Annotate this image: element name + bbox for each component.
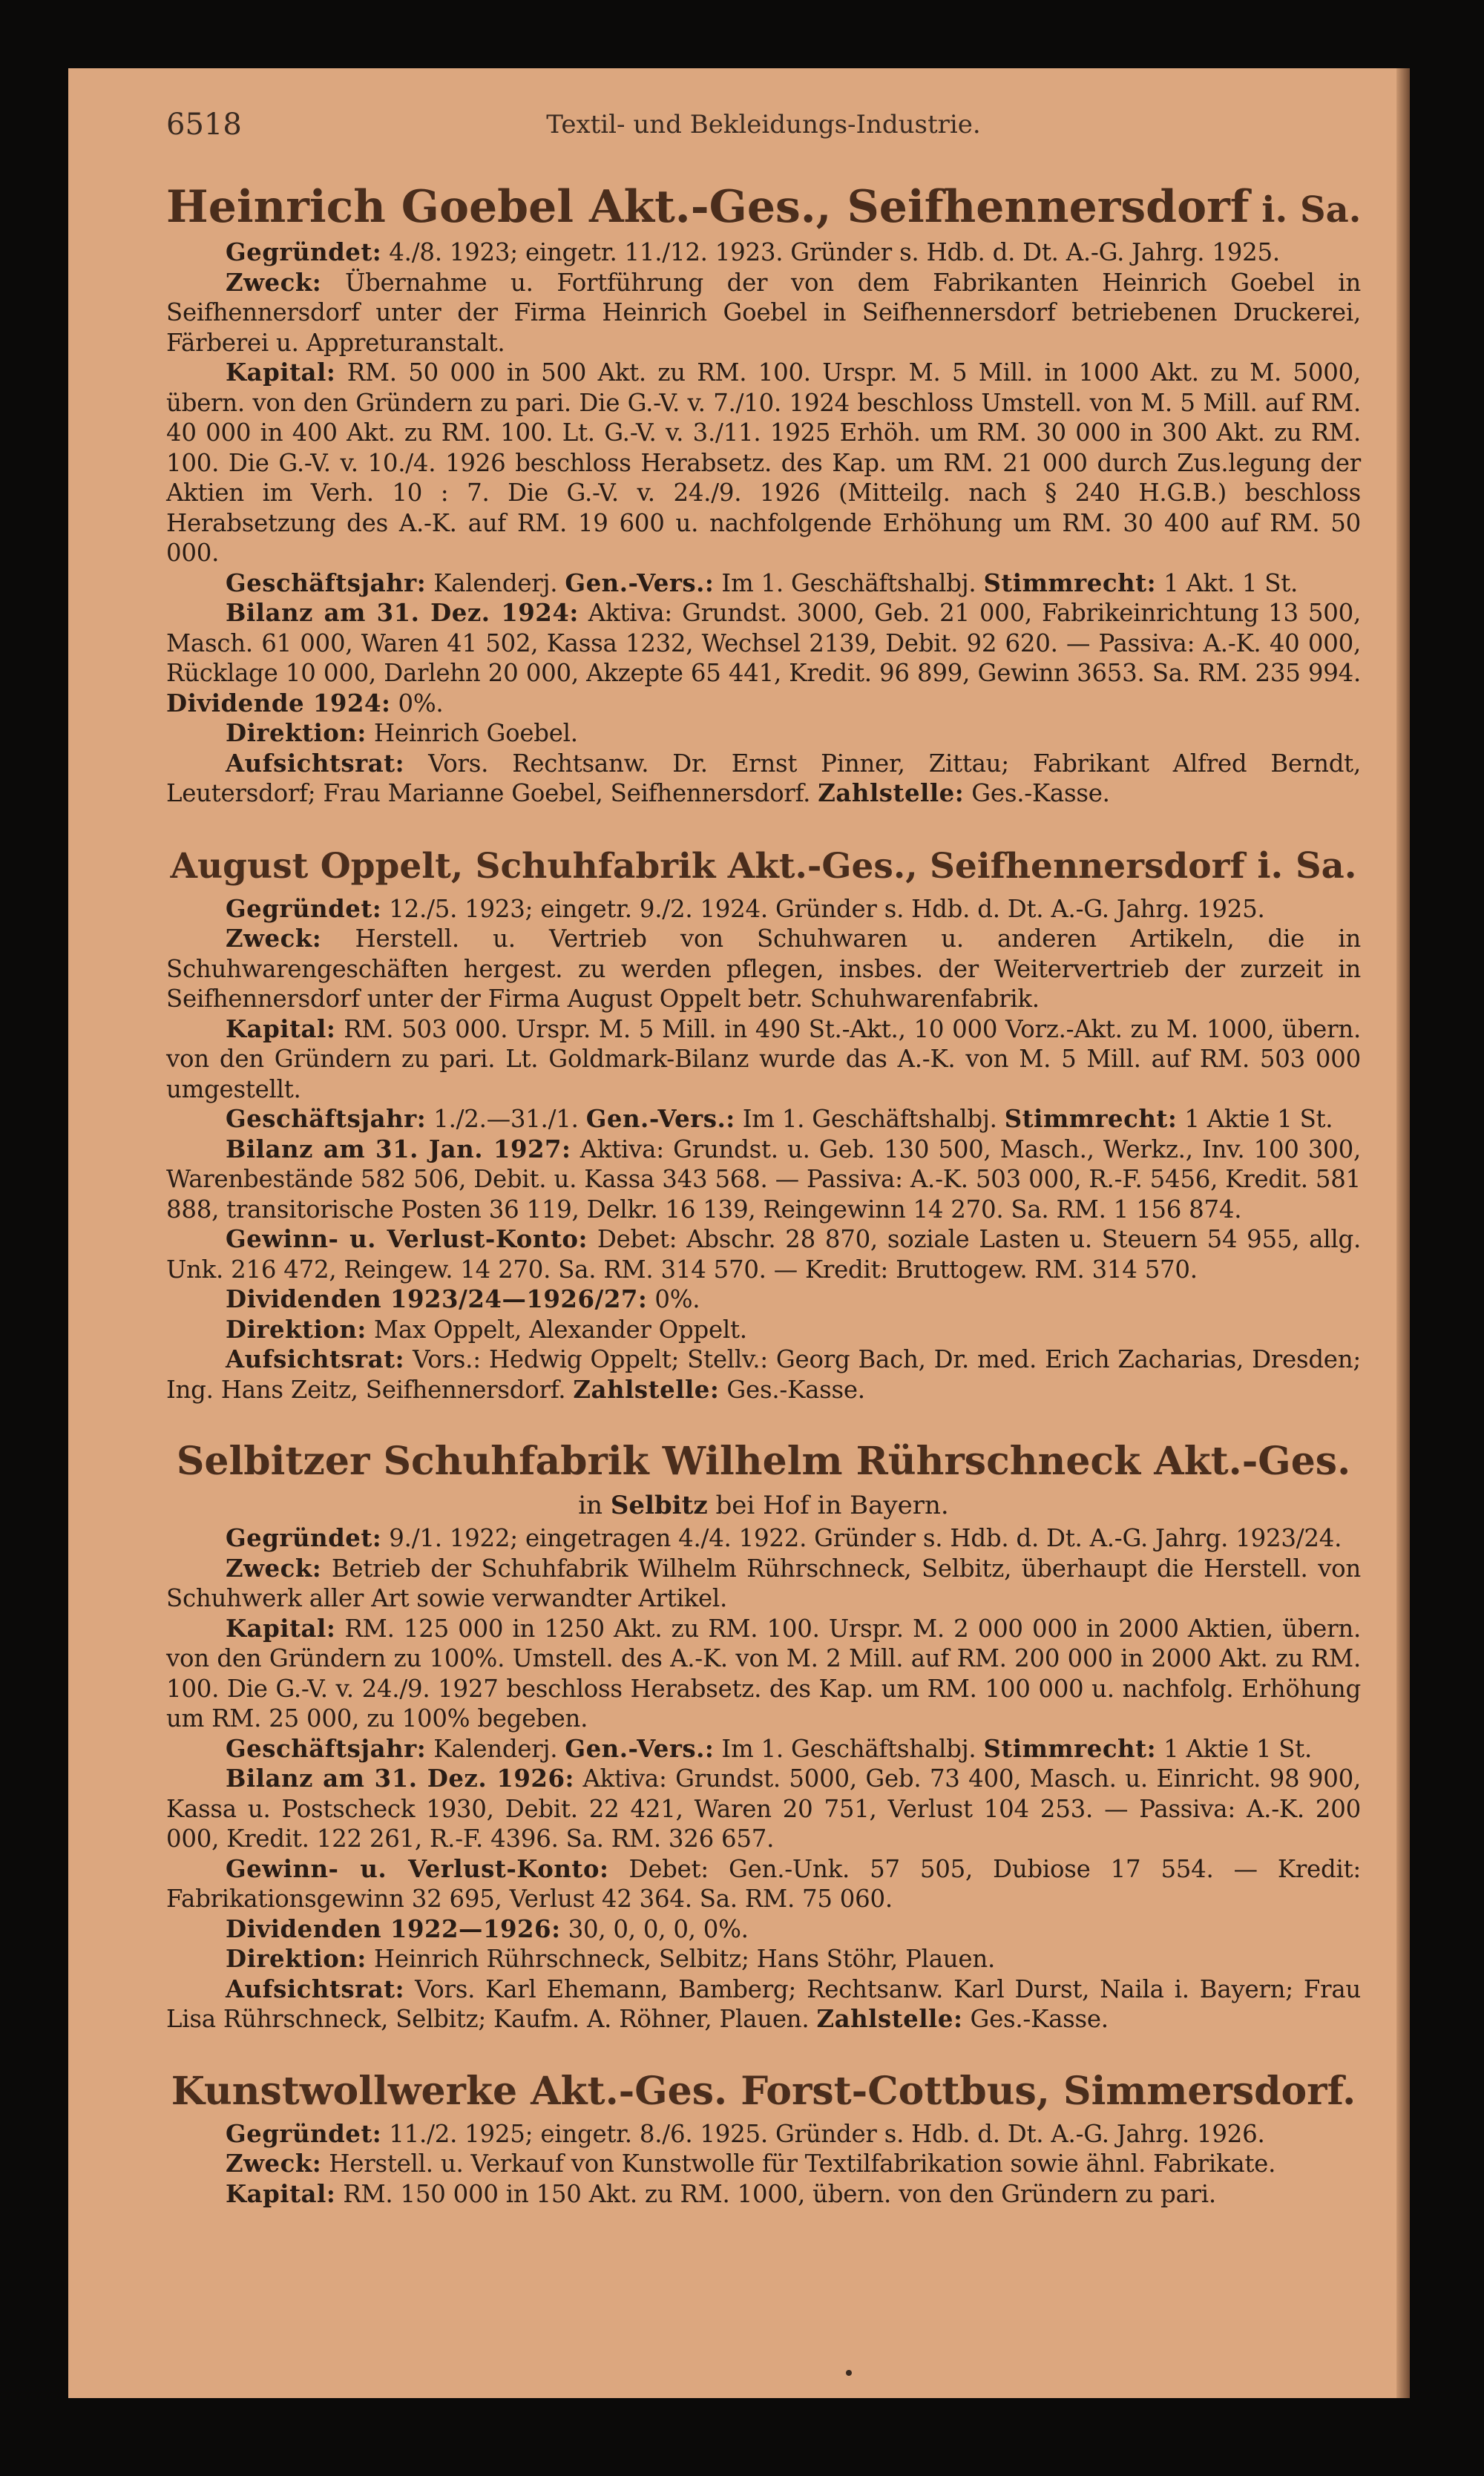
text: 1./2.—31./1. (426, 1105, 579, 1133)
profit-loss-line (166, 1224, 1361, 1284)
text: RM. 50 000 in 500 Akt. zu RM. 100. Urspr. M. 5 Mill. in 1000 Akt. zu M. 5000, übern. von den Gründern zu pari. Die G.-V. v. 7./10. 1924 beschloss Umstell. von M. 5 Mill. auf RM. 40 000 in 400 Akt. zu RM. 100. Lt. G.-V. v. 3./11. 1925 Erhöh. um RM. 30 000 in 300 Akt. zu RM. 100. Die G.-V. v. 10./4. 1926 beschloss Herabsetz. des Kap. um RM. 21 000 durch Zus.legung der Aktien im Verh. 10 : 7. Die G.-V. v. 24./9. 1926 (Mitteilg. nach § 240 H.G.B.) beschloss Herabsetzung des A.-K. auf RM. 19 600 u. nachfolgende Erhöhung um RM. 30 400 auf RM. 50 000. (166, 358, 1361, 567)
label: Direktion: (226, 719, 367, 747)
subtitle-place: Selbitz (610, 1491, 708, 1520)
business-year-line (166, 1104, 1361, 1134)
purpose-line (166, 268, 1361, 358)
founded-line (166, 894, 1361, 925)
text: Herstell. u. Vertrieb von Schuhwaren u. anderen Artikeln, die in Schuhwarengeschäften hergest. zu werden pflegen, insbes. der Weitervertrieb der zurzeit in Seifhennersdorf unter der Firma August Oppelt betr. Schuhwarenfabrik. (166, 925, 1361, 1013)
text: Im 1. Geschäftshalbj. (714, 568, 976, 597)
printer-dot (846, 2370, 852, 2376)
label: Gegründet: (226, 894, 382, 923)
label: Gewinn- u. Verlust-Konto: (226, 1225, 588, 1253)
founded-line (166, 237, 1361, 268)
label: Kapital: (226, 358, 336, 387)
balance-line (166, 1764, 1361, 1854)
text: Betrieb der Schuhfabrik Wilhelm Rührschneck, Selbitz, überhaupt die Herstell. von Schuhwerk aller Art sowie verwandter Artikel. (166, 1554, 1361, 1612)
text: 11./2. 1925; eingetr. 8./6. 1925. Gründer s. Hdb. d. Dt. A.-G. Jahrg. 1926. (381, 2119, 1265, 2148)
label: Gen.-Vers.: (565, 1734, 715, 1763)
text: RM. 125 000 in 1250 Akt. zu RM. 100. Urspr. M. 2 000 000 in 2000 Aktien, übern. von den Gründern zu 100%. Umstell. des A.-K. von M. 2 Mill. auf RM. 200 000 in 2000 Akt. zu RM. 100. Die G.-V. v. 24./9. 1927 beschloss Herabsetz. des Kap. um RM. 100 000 u. nachfolg. Erhöhung um RM. 25 000, zu 100% begeben. (166, 1614, 1361, 1733)
label: Bilanz am 31. Dez. 1926: (226, 1764, 574, 1793)
balance-line (166, 1134, 1361, 1225)
text: Übernahme u. Fortführung der von dem Fabrikanten Heinrich Goebel in Seifhennersdorf unter der Firma Heinrich Goebel in Seifhennersdorf betriebenen Druckerei, Färberei u. Appreturanstalt. (166, 268, 1361, 357)
label: Geschäftsjahr: (226, 1734, 427, 1763)
balance-line (166, 598, 1361, 718)
company-title (166, 2064, 1361, 2119)
company-name: August Oppelt, Schuhfabrik Akt.-Ges., Seifhennersdorf (170, 845, 1245, 887)
text: Kalenderj. (426, 568, 558, 597)
text: Aktiva: Grundst. 3000, Geb. 21 000, Fabrikeinrichtung 13 500, Masch. 61 000, Waren 41 502, Kassa 1232, Wechsel 2139, Debit. 92 620. — Passiva: A.-K. 40 000, Rücklage 10 000, Darlehn 20 000, Akzepte 65 441, Kredit. 96 899, Gewinn 3653. Sa. RM. 235 994. (166, 599, 1361, 687)
text: Kalenderj. (426, 1734, 558, 1763)
text: RM. 503 000. Urspr. M. 5 Mill. in 490 St.-Akt., 10 000 Vorz.-Akt. zu M. 1000, übern. von den Gründern zu pari. Lt. Goldmark-Bilanz wurde das A.-K. von M. 5 Mill. auf RM. 503 000 umgestellt. (166, 1014, 1361, 1103)
label: Gen.-Vers.: (565, 568, 715, 597)
capital-line (166, 1014, 1361, 1105)
text: 12./5. 1923; eingetr. 9./2. 1924. Gründer s. Hdb. d. Dt. A.-G. Jahrg. 1925. (381, 894, 1265, 923)
label: Gen.-Vers.: (585, 1105, 735, 1133)
text: Herstell. u. Verkauf von Kunstwolle für Textilfabrikation sowie ähnl. Fabrikate. (321, 2150, 1276, 2178)
subtitle-pre: in (578, 1491, 611, 1520)
running-header (166, 102, 1361, 147)
company-subtitle (166, 1489, 1361, 1522)
label: Zahlstelle: (573, 1375, 720, 1404)
text: 1 Aktie 1 St. (1177, 1105, 1333, 1133)
purpose-line (166, 2149, 1361, 2179)
purpose-line (166, 1554, 1361, 1614)
section-title: Textil- und Bekleidungs-Industrie. (546, 110, 981, 139)
label: Dividenden 1923/24—1926/27: (226, 1285, 648, 1313)
company-title (166, 838, 1361, 894)
label: Gewinn- u. Verlust-Konto: (226, 1854, 609, 1883)
label: Geschäftsjahr: (226, 568, 427, 597)
founded-line (166, 1523, 1361, 1554)
text: Im 1. Geschäftshalbj. (714, 1734, 976, 1763)
text: 0%. (647, 1285, 700, 1313)
subtitle-post: bei Hof in Bayern. (707, 1491, 949, 1520)
company-name: Heinrich Goebel Akt.-Ges., Seifhennersdorf (166, 181, 1250, 233)
text: Vors.: Hedwig Oppelt; Stellv.: Georg Bach, Dr. med. Erich Zacharias, Dresden; Ing. Hans Zeitz, Seifhennersdorf. (166, 1345, 1361, 1404)
label: Stimmrecht: (1004, 1105, 1178, 1133)
text: Ges.-Kasse. (964, 779, 1110, 807)
label: Zahlstelle: (816, 2005, 963, 2033)
text: 9./1. 1922; eingetragen 4./4. 1922. Gründer s. Hdb. d. Dt. A.-G. Jahrg. 1923/24. (381, 1524, 1342, 1552)
text: Aktiva: Grundst. 5000, Geb. 73 400, Masch. u. Einricht. 98 900, Kassa u. Postscheck 1930, Debit. 22 421, Waren 20 751, Verlust 104 253. — Passiva: A.-K. 200 000, Kredit. 122 261, R.-F. 4396. Sa. RM. 326 657. (166, 1764, 1361, 1853)
label: Kapital: (226, 2179, 336, 2208)
capital-line (166, 1614, 1361, 1734)
text: Debet: Gen.-Unk. 57 505, Dubiose 17 554. — Kredit: Fabrikationsgewinn 32 695, Verlust 42 364. Sa. RM. 75 060. (166, 1854, 1362, 1913)
company-title (166, 1434, 1361, 1489)
label: Gegründet: (226, 2119, 382, 2148)
label: Stimmrecht: (983, 1734, 1157, 1763)
label: Gegründet: (226, 1524, 382, 1552)
label: Aufsichtsrat: (226, 1345, 405, 1373)
page-content (166, 102, 1361, 2209)
label: Aufsichtsrat: (226, 1974, 405, 2003)
text: Ges.-Kasse. (962, 2005, 1109, 2033)
text: 4./8. 1923; eingetr. 11./12. 1923. Gründer s. Hdb. d. Dt. A.-G. Jahrg. 1925. (381, 238, 1280, 266)
label: Gegründet: (226, 238, 382, 266)
text: 30, 0, 0, 0, 0%. (560, 1914, 749, 1943)
label: Kapital: (226, 1614, 336, 1643)
company-location-suffix: i. Sa. (1249, 189, 1362, 231)
company-name: Selbitzer Schuhfabrik Wilhelm Rührschneck Akt.-Ges. (176, 1439, 1351, 1484)
label: Bilanz am 31. Dez. 1924: (226, 599, 579, 627)
label: Direktion: (226, 1945, 367, 1973)
company-entry-goebel (166, 180, 1361, 809)
company-entry-oppelt (166, 838, 1361, 1405)
company-entry-kunstwollwerke (166, 2064, 1361, 2210)
text: Max Oppelt, Alexander Oppelt. (366, 1315, 747, 1344)
label: Zweck: (226, 1554, 322, 1583)
company-entry-selbitzer (166, 1434, 1361, 2035)
purpose-line (166, 924, 1361, 1014)
text: Vors. Karl Ehemann, Bamberg; Rechtsanw. Karl Durst, Naila i. Bayern; Frau Lisa Rührschneck, Selbitz; Kaufm. A. Röhner, Plauen. (166, 1974, 1361, 2033)
label: Direktion: (226, 1315, 367, 1344)
text: RM. 150 000 in 150 Akt. zu RM. 1000, übern. von den Gründern zu pari. (335, 2179, 1216, 2208)
page-number: 6518 (166, 108, 242, 142)
text: Heinrich Rührschneck, Selbitz; Hans Stöhr, Plauen. (366, 1945, 995, 1973)
supervisory-line (166, 749, 1361, 809)
label: Geschäftsjahr: (226, 1105, 427, 1133)
business-year-line (166, 1734, 1361, 1764)
text: Aktiva: Grundst. u. Geb. 130 500, Masch., Werkz., Inv. 100 300, Warenbestände 582 506, Debit. u. Kassa 343 568. — Passiva: A.-K. 503 000, R.-F. 5456, Kredit. 581 888, transitorische Posten 36 119, Delkr. 16 139, Reingewinn 14 270. Sa. RM. 1 156 874. (166, 1134, 1361, 1224)
label: Aufsichtsrat: (226, 749, 405, 778)
label: Zweck: (226, 268, 322, 297)
text: Ges.-Kasse. (719, 1375, 865, 1404)
label: Zahlstelle: (818, 779, 965, 807)
capital-line (166, 2179, 1361, 2210)
text: 1 Aktie 1 St. (1156, 1734, 1312, 1763)
dividends-line (166, 1284, 1361, 1315)
scanned-page (68, 68, 1410, 2398)
founded-line (166, 2119, 1361, 2150)
label: Kapital: (226, 1014, 336, 1043)
label: Bilanz am 31. Jan. 1927: (226, 1134, 571, 1163)
dividends-line (166, 1914, 1361, 1945)
text: Im 1. Geschäftshalbj. (735, 1105, 997, 1133)
supervisory-line (166, 1974, 1361, 2035)
text: Vors. Rechtsanw. Dr. Ernst Pinner, Zittau; Fabrikant Alfred Berndt, Leutersdorf; Frau Marianne Goebel, Seifhennersdorf. (166, 749, 1361, 807)
board-line (166, 718, 1361, 749)
label: Zweck: (226, 2150, 322, 2178)
company-title (166, 180, 1361, 237)
text: 1 Akt. 1 St. (1156, 568, 1298, 597)
text: Debet: Abschr. 28 870, soziale Lasten u. Steuern 54 955, allg. Unk. 216 472, Reingew. 14 270. Sa. RM. 314 570. — Kredit: Bruttogew. RM. 314 570. (166, 1225, 1361, 1284)
text: Heinrich Goebel. (366, 719, 578, 747)
board-line (166, 1315, 1361, 1345)
company-location-suffix: i. Sa. (1244, 844, 1357, 887)
business-year-line (166, 568, 1361, 599)
label: Dividenden 1922—1926: (226, 1914, 561, 1943)
capital-line (166, 358, 1361, 568)
supervisory-line (166, 1344, 1361, 1405)
text: 0%. (390, 689, 444, 717)
profit-loss-line (166, 1854, 1361, 1914)
label: Dividende 1924: (166, 689, 391, 717)
board-line (166, 1944, 1361, 1974)
company-name: Kunstwollwerke Akt.-Ges. Forst-Cottbus, Simmersdorf. (171, 2068, 1356, 2114)
label: Zweck: (226, 925, 322, 953)
label: Stimmrecht: (983, 568, 1157, 597)
